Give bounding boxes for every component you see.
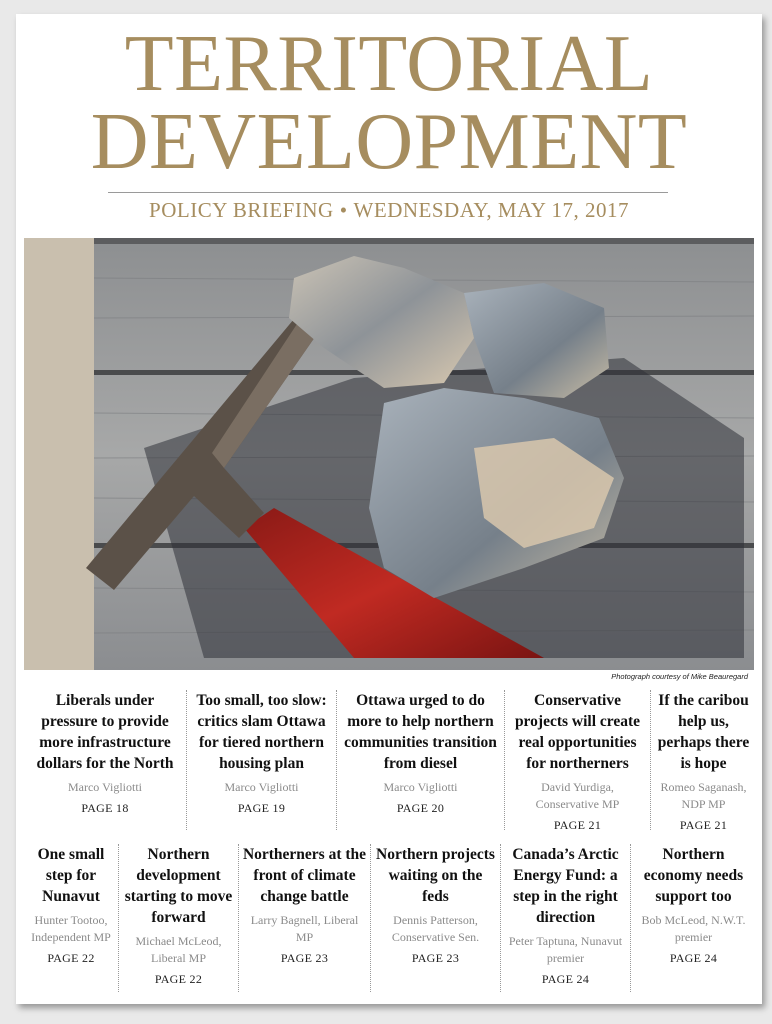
story-headline[interactable]: Liberals under pressure to provide more infrastructure dollars for the North bbox=[36, 692, 174, 772]
story-card[interactable] bbox=[118, 844, 238, 992]
story-page: PAGE 20 bbox=[396, 801, 445, 815]
story-card[interactable] bbox=[24, 844, 118, 992]
story-card[interactable] bbox=[630, 844, 756, 992]
story-headline[interactable]: One small step for Nunavut bbox=[37, 846, 105, 905]
story-headline[interactable]: If the caribou help us, perhaps there is hope bbox=[657, 692, 750, 772]
story-headline[interactable]: Northerners at the front of climate change battle bbox=[242, 846, 367, 905]
story-card[interactable] bbox=[650, 690, 756, 830]
masthead-line2: DEVELOPMENT bbox=[90, 98, 688, 186]
section-name: POLICY BRIEFING bbox=[149, 198, 334, 222]
story-headline[interactable]: Too small, too slow: critics slam Ottawa for tiered northern housing plan bbox=[196, 692, 327, 772]
story-byline: Hunter Tootoo, Independent MP bbox=[31, 913, 111, 944]
story-card[interactable] bbox=[336, 690, 504, 830]
story-card[interactable] bbox=[24, 690, 186, 830]
story-headline[interactable]: Northern projects waiting on the feds bbox=[376, 846, 495, 905]
story-byline: Michael McLeod, Liberal MP bbox=[135, 934, 222, 965]
story-headline[interactable]: Northern economy needs support too bbox=[643, 846, 744, 905]
story-page: PAGE 21 bbox=[679, 818, 728, 832]
story-byline: Marco Vigliotti bbox=[224, 780, 299, 794]
story-page: PAGE 23 bbox=[280, 951, 329, 965]
story-card[interactable] bbox=[186, 690, 336, 830]
story-page: PAGE 22 bbox=[154, 972, 203, 986]
story-headline[interactable]: Canada’s Arctic Energy Fund: a step in the right direction bbox=[512, 846, 619, 926]
stories-row-2 bbox=[24, 844, 756, 992]
newspaper-page bbox=[16, 14, 762, 1004]
story-byline: Bob McLeod, N.W.T. premier bbox=[641, 913, 746, 944]
story-page: PAGE 24 bbox=[669, 951, 718, 965]
story-headline[interactable]: Conservative projects will create real opportunities for northerners bbox=[514, 692, 641, 772]
dateline-separator: • bbox=[339, 198, 348, 222]
masthead-rule bbox=[108, 192, 668, 193]
story-byline: Peter Taptuna, Nunavut premier bbox=[508, 934, 623, 965]
story-page: PAGE 23 bbox=[411, 951, 460, 965]
photo-credit: Photograph courtesy of Mike Beauregard bbox=[611, 672, 748, 681]
story-page: PAGE 19 bbox=[237, 801, 286, 815]
story-byline: David Yurdiga, Conservative MP bbox=[535, 780, 620, 811]
story-byline: Dennis Patterson, Conservative Sen. bbox=[391, 913, 480, 944]
story-byline: Marco Vigliotti bbox=[67, 780, 143, 794]
story-card[interactable] bbox=[500, 844, 630, 992]
story-card[interactable] bbox=[370, 844, 500, 992]
story-byline: Marco Vigliotti bbox=[383, 780, 458, 794]
story-page: PAGE 18 bbox=[81, 801, 129, 815]
dateline bbox=[16, 198, 762, 223]
masthead-line1: TERRITORIAL bbox=[124, 20, 654, 108]
story-byline: Romeo Saganash, NDP MP bbox=[660, 780, 747, 811]
cover-photo-illustration bbox=[24, 238, 754, 670]
story-page: PAGE 21 bbox=[553, 818, 602, 832]
story-page: PAGE 24 bbox=[541, 972, 590, 986]
issue-date: WEDNESDAY, MAY 17, 2017 bbox=[353, 198, 629, 222]
story-headline[interactable]: Ottawa urged to do more to help northern communities transition from diesel bbox=[344, 692, 497, 772]
story-headline[interactable]: Northern development starting to move forward bbox=[124, 846, 233, 926]
cover-photo bbox=[24, 238, 754, 670]
story-page: PAGE 22 bbox=[47, 951, 95, 965]
story-card[interactable] bbox=[238, 844, 370, 992]
stories-row-1 bbox=[24, 690, 756, 830]
story-card[interactable] bbox=[504, 690, 650, 830]
story-byline: Larry Bagnell, Liberal MP bbox=[250, 913, 359, 944]
